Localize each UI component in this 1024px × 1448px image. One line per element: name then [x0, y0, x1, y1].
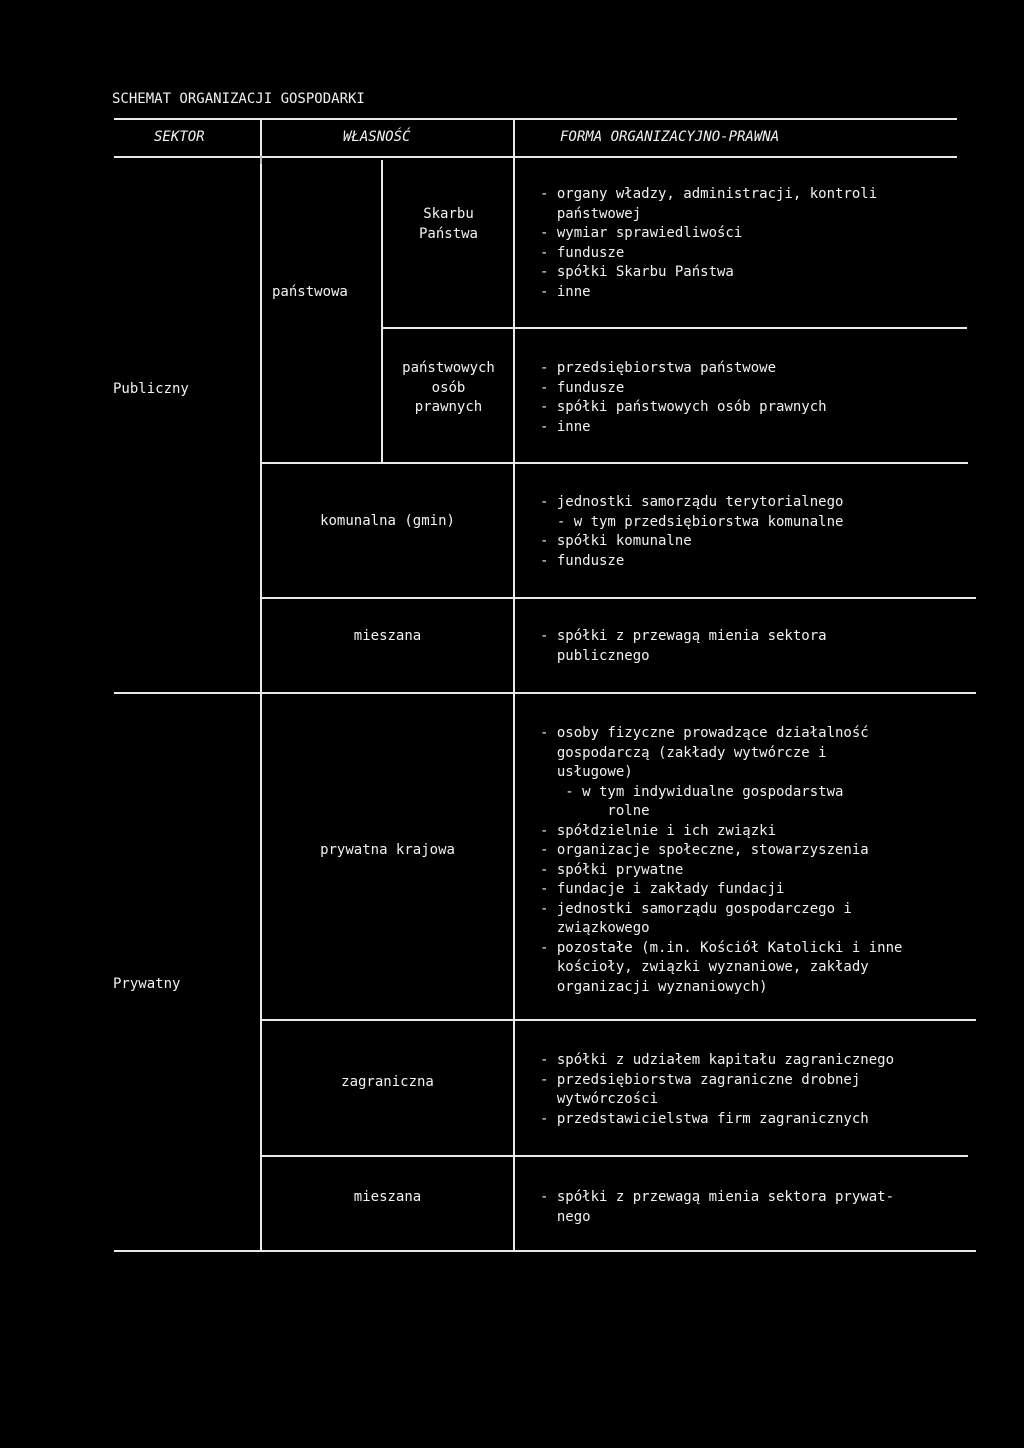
column-rule-wlasnosc	[513, 118, 515, 1251]
row-rule-skarbu	[383, 327, 967, 329]
rule-tick	[260, 156, 262, 164]
sector-divider-rule	[114, 692, 976, 694]
table-bottom-rule	[114, 1250, 976, 1252]
forms-mieszana-publiczna: - spółki z przewagą mienia sektora publicznego	[540, 628, 827, 664]
row-rule-komunalna	[262, 597, 976, 599]
forms-panstwowych-osob-prawnych: - przedsiębiorstwa państwowe - fundusze - spółki państwowych osób prawnych - inne	[540, 360, 827, 435]
ownership-prywatna-krajowa: prywatna krajowa	[320, 842, 455, 858]
ownership-komunalna: komunalna (gmin)	[320, 513, 455, 529]
header-forma: FORMA ORGANIZACYJNO-PRAWNA	[560, 129, 780, 145]
forms-zagraniczna: - spółki z udziałem kapitału zagranicznego - przedsiębiorstwa zagraniczne drobnej wytwórczości - przedstawicielstwa firm zagranicznych	[540, 1052, 895, 1127]
ownership-mieszana-prywatna: mieszana	[353, 1189, 422, 1205]
header-wlasnosc: WŁASNOŚĆ	[343, 129, 411, 145]
sector-publiczny: Publiczny	[113, 381, 189, 397]
ownership-zagraniczna: zagraniczna	[341, 1074, 434, 1090]
table-top-rule	[114, 118, 957, 120]
header-sektor: SEKTOR	[154, 129, 205, 145]
row-rule-prywatna	[262, 1019, 976, 1021]
forms-komunalna: - jednostki samorządu terytorialnego - w tym przedsiębiorstwa komunalne - spółki komunalne - fundusze	[540, 494, 844, 569]
document-title: SCHEMAT ORGANIZACJI GOSPODARKI	[112, 91, 365, 107]
header-bottom-rule	[114, 156, 957, 158]
forms-prywatna-krajowa: - osoby fizyczne prowadzące działalność gospodarczą (zakłady wytwórcze i usługowe) - w tym indywidualne gospodarstwa rolne - spółdzielnie i ich związki - organizacje społeczne, stowarzyszenia - spółki prywatne - fundacje i zakłady fundacji - jednostki samorządu gospodarczego i związkowego - pozostałe (m.in. Kościół Katolicki i inne kościoły, związki wyznaniowe, zakłady organizacji wyznaniowych)	[540, 725, 903, 995]
ownership-panstwowa: państwowa	[272, 284, 348, 300]
forms-skarbu-panstwa: - organy władzy, administracji, kontroli państwowej - wymiar sprawiedliwości - fundusze - spółki Skarbu Państwa - inne	[540, 186, 878, 300]
row-rule-panstwowa	[262, 462, 968, 464]
ownership-panstwowych-osob-prawnych: państwowych osób prawnych	[402, 360, 495, 415]
forms-mieszana-prywatna: - spółki z przewagą mienia sektora prywat- nego	[540, 1189, 895, 1225]
ownership-mieszana-publiczna: mieszana	[353, 628, 422, 644]
column-rule-panstwowa-sub	[381, 160, 383, 463]
row-rule-zagraniczna	[262, 1155, 968, 1157]
sector-prywatny: Prywatny	[113, 976, 181, 992]
ownership-skarbu-panstwa: Skarbu Państwa	[418, 206, 478, 242]
